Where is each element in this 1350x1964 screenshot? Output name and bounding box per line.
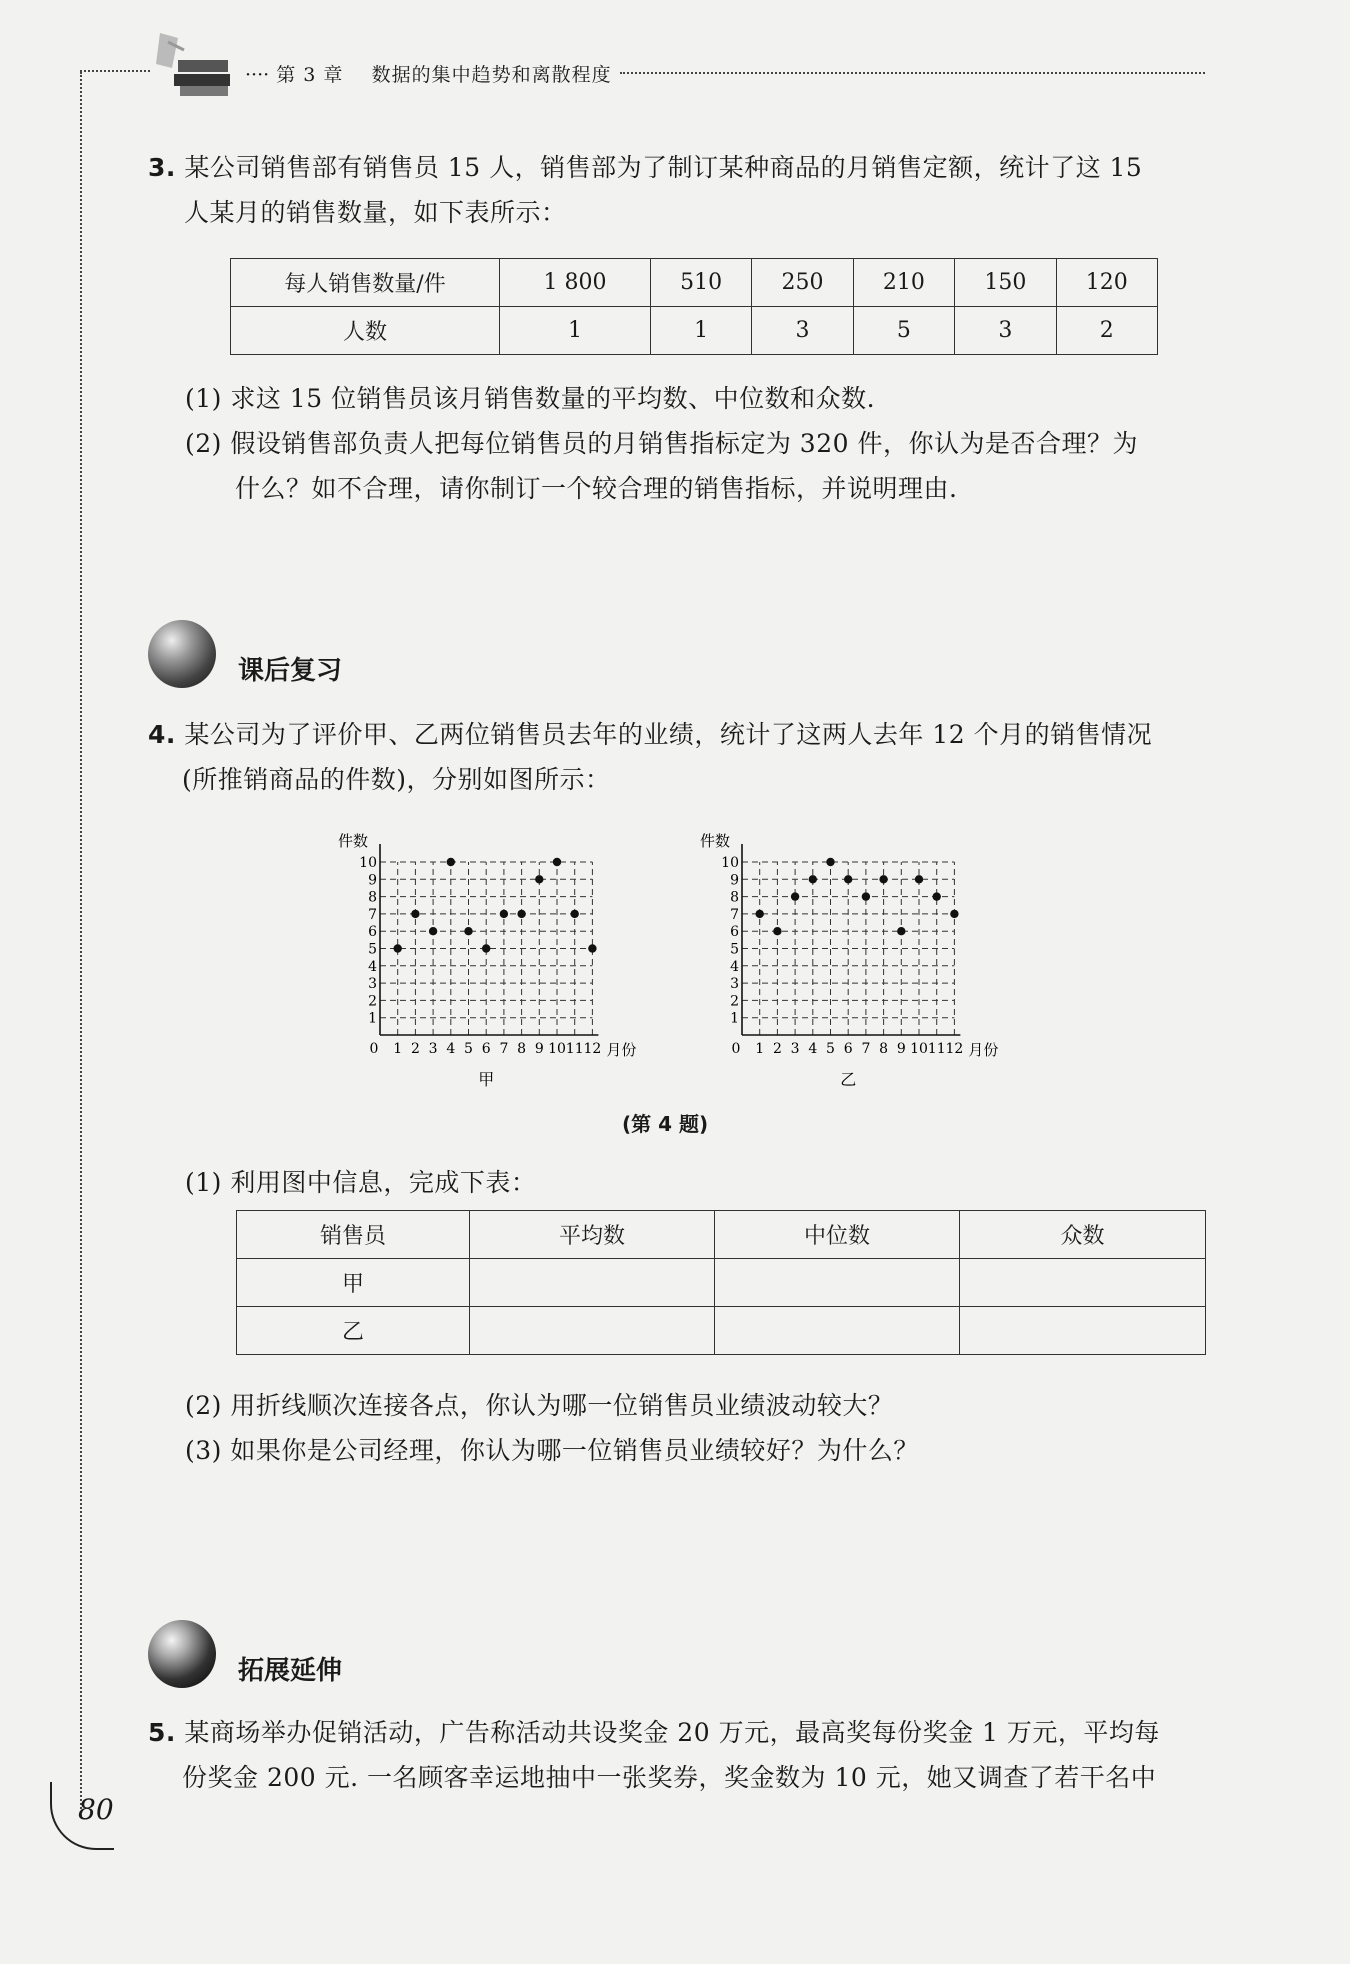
x-tick-label: 6 (481, 1041, 491, 1057)
y-tick-label: 3 (730, 976, 739, 993)
y-tick-label: 6 (368, 924, 377, 941)
table-row (231, 259, 1158, 307)
x-tick-label: 9 (534, 1041, 544, 1057)
subquestion-2-line1: (2) 假设销售部负责人把每位销售员的月销售指标定为 320 件，你认为是否合理？为 (185, 429, 1138, 458)
data-point (394, 944, 402, 952)
data-point (950, 910, 958, 918)
table-cell: 250 (752, 259, 853, 307)
chart-title: 甲 (478, 1070, 495, 1089)
y-tick-label: 10 (721, 855, 739, 871)
data-point (535, 875, 543, 883)
data-point (844, 875, 852, 883)
table-cell: 5 (853, 307, 954, 355)
question-3 (148, 145, 1228, 235)
question-number: 4. (148, 720, 176, 749)
x-tick-label: 12 (945, 1041, 964, 1057)
table-cell[interactable] (470, 1307, 715, 1355)
table-header-cell: 平均数 (470, 1211, 715, 1259)
subquestion-2: (2) 用折线顺次连接各点，你认为哪一位销售员业绩波动较大？ (185, 1391, 894, 1420)
origin-label: 0 (369, 1041, 379, 1057)
y-tick-label: 4 (730, 958, 739, 975)
network-globe-icon (148, 1620, 216, 1688)
data-point (826, 858, 834, 866)
data-point (517, 910, 525, 918)
question-4-subparts (185, 1383, 1225, 1473)
table-cell: 150 (955, 259, 1056, 307)
table-cell[interactable] (960, 1259, 1206, 1307)
y-tick-label: 7 (730, 906, 739, 923)
data-point (933, 892, 941, 900)
y-tick-label: 3 (368, 976, 377, 993)
question-text-line1: 某商场举办促销活动，广告称活动共设奖金 20 万元，最高奖每份奖金 1 万元，平均每 (184, 1718, 1160, 1747)
y-tick-label: 1 (730, 1010, 739, 1027)
table-row-label: 人数 (231, 307, 500, 355)
question-3-subparts (185, 376, 1225, 511)
table-cell: 120 (1056, 259, 1157, 307)
table-cell: 3 (752, 307, 853, 355)
table-row (237, 1259, 1206, 1307)
question-text-line2: 人某月的销售数量，如下表所示： (184, 198, 567, 227)
question-text-line2: (所推销商品的件数)，分别如图所示： (182, 765, 611, 794)
question-text-line1: 某公司销售部有销售员 15 人，销售部为了制订某种商品的月销售定额，统计了这 15 (184, 153, 1143, 182)
data-point (879, 875, 887, 883)
chapter-label: 第 3 章 (276, 64, 344, 86)
subquestion-1: (1) 求这 15 位销售员该月销售数量的平均数、中位数和众数. (185, 384, 876, 413)
table-row-label: 每人销售数量/件 (231, 259, 500, 307)
question-number: 3. (148, 153, 176, 182)
x-tick-label: 7 (861, 1041, 871, 1057)
x-tick-label: 6 (843, 1041, 853, 1057)
table-cell[interactable] (960, 1307, 1206, 1355)
y-tick-label: 8 (368, 889, 377, 906)
y-axis-label: 件数 (700, 832, 731, 850)
chapter-title: 数据的集中趋势和离散程度 (371, 64, 612, 86)
table-cell: 210 (853, 259, 954, 307)
table-cell: 1 800 (500, 259, 651, 307)
data-point (915, 875, 923, 883)
table-cell: 甲 (237, 1259, 470, 1307)
running-header: ···· 第 3 章 数据的集中趋势和离散程度 (245, 64, 612, 86)
subquestion-3: (3) 如果你是公司经理，你认为哪一位销售员业绩较好？为什么？ (185, 1436, 919, 1465)
data-point (447, 858, 455, 866)
data-point (791, 892, 799, 900)
x-tick-label: 11 (927, 1041, 946, 1057)
data-point (429, 927, 437, 935)
margin-dotline (80, 72, 82, 1817)
y-tick-label: 9 (730, 872, 739, 889)
x-tick-label: 2 (410, 1041, 420, 1057)
x-tick-label: 5 (826, 1041, 835, 1057)
sales-table (230, 258, 1158, 355)
y-tick-label: 5 (730, 941, 739, 958)
question-text-line2: 份奖金 200 元. 一名顾客幸运地抽中一张奖券，奖金数为 10 元，她又调查了若干名中 (182, 1763, 1157, 1792)
table-cell: 乙 (237, 1307, 470, 1355)
data-point (862, 892, 870, 900)
table-cell[interactable] (715, 1259, 960, 1307)
question-4 (148, 712, 1228, 802)
section-title-extend: 拓展延伸 (238, 1656, 343, 1686)
data-point (588, 944, 596, 952)
table-cell: 3 (955, 307, 1056, 355)
question-text-line1: 某公司为了评价甲、乙两位销售员去年的业绩，统计了这两人去年 12 个月的销售情况 (184, 720, 1153, 749)
data-point (756, 910, 764, 918)
books-icon (150, 28, 240, 100)
subquestion-1: (1) 利用图中信息，完成下表： (185, 1168, 537, 1197)
question-5 (148, 1710, 1228, 1800)
y-tick-label: 9 (368, 872, 377, 889)
stats-table (236, 1210, 1206, 1355)
data-point (553, 858, 561, 866)
y-tick-label: 10 (359, 855, 377, 871)
data-point (809, 875, 817, 883)
x-tick-label: 8 (879, 1041, 889, 1057)
table-header-cell: 中位数 (715, 1211, 960, 1259)
table-header-row (237, 1211, 1206, 1259)
section-title-review: 课后复习 (238, 656, 343, 686)
x-tick-label: 10 (910, 1041, 928, 1057)
x-tick-label: 3 (790, 1041, 800, 1057)
x-tick-label: 4 (808, 1041, 818, 1057)
chart-jia (330, 825, 670, 1095)
data-point (464, 927, 472, 935)
x-tick-label: 12 (583, 1041, 602, 1057)
x-tick-label: 2 (772, 1041, 782, 1057)
x-tick-label: 11 (565, 1041, 584, 1057)
table-cell[interactable] (715, 1307, 960, 1355)
x-tick-label: 8 (517, 1041, 527, 1057)
x-tick-label: 10 (548, 1041, 566, 1057)
y-tick-label: 1 (368, 1010, 377, 1027)
y-tick-label: 6 (730, 924, 739, 941)
x-tick-label: 9 (896, 1041, 906, 1057)
table-header-cell: 众数 (960, 1211, 1206, 1259)
x-tick-label: 7 (499, 1041, 509, 1057)
globe-icon (148, 620, 216, 688)
figure-caption: (第 4 题) (622, 1112, 709, 1136)
table-cell: 2 (1056, 307, 1157, 355)
data-point (500, 910, 508, 918)
x-axis-label: 月份 (968, 1041, 999, 1059)
table-cell[interactable] (470, 1259, 715, 1307)
y-tick-label: 8 (730, 889, 739, 906)
y-tick-label: 2 (368, 993, 377, 1010)
x-tick-label: 3 (428, 1041, 438, 1057)
table-row (231, 307, 1158, 355)
data-point (482, 944, 490, 952)
y-tick-label: 7 (368, 906, 377, 923)
table-cell: 1 (650, 307, 751, 355)
table-cell: 1 (500, 307, 651, 355)
y-tick-label: 4 (368, 958, 377, 975)
x-tick-label: 1 (755, 1041, 765, 1057)
data-point (571, 910, 579, 918)
table-cell: 510 (650, 259, 751, 307)
x-axis-label: 月份 (606, 1041, 637, 1059)
question-number: 5. (148, 1718, 176, 1747)
data-point (773, 927, 781, 935)
y-axis-label: 件数 (338, 832, 369, 850)
header-dotline-right (620, 72, 1205, 74)
chart-yi (692, 825, 1032, 1095)
x-tick-label: 1 (393, 1041, 403, 1057)
header-dotline-left (80, 70, 150, 72)
y-tick-label: 5 (368, 941, 377, 958)
chart-title: 乙 (840, 1070, 857, 1089)
data-point (411, 910, 419, 918)
origin-label: 0 (731, 1041, 741, 1057)
data-point (897, 927, 905, 935)
table-row (237, 1307, 1206, 1355)
page-number: 80 (78, 1793, 114, 1826)
x-tick-label: 4 (446, 1041, 456, 1057)
y-tick-label: 2 (730, 993, 739, 1010)
subquestion-2-line2: 什么？如不合理，请你制订一个较合理的销售指标，并说明理由. (235, 474, 958, 503)
x-tick-label: 5 (464, 1041, 473, 1057)
table-header-cell: 销售员 (237, 1211, 470, 1259)
